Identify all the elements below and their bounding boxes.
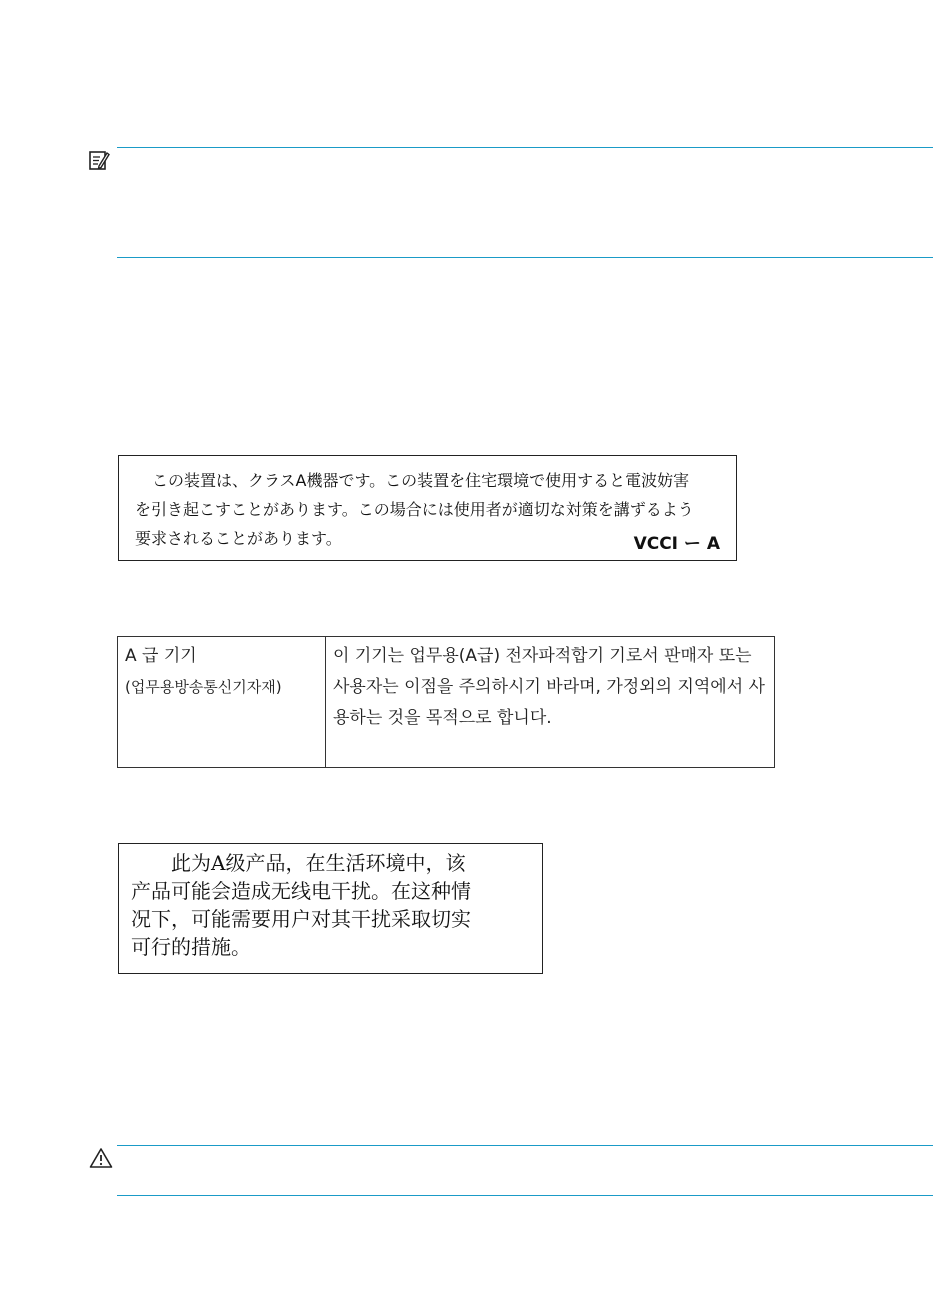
jp-notice-line-3: 要求されることがあります。 [135,529,342,548]
korea-class-a-notice [117,636,775,768]
note-pencil-icon [88,149,110,171]
korea-class-sub: (업무용방송통신기자재) [125,678,282,696]
korea-notice-cell [326,637,775,768]
vcci-japan-notice [118,455,737,561]
note-top-rule [117,147,933,148]
vcci-class-mark: VCCI ー A [633,534,720,554]
jp-notice-line-1: この装置は、クラスA機器です。この装置を住宅環境で使用すると電波妨害 [152,471,690,490]
china-notice-text: 此为A级产品，在生活环境中，该 产品可能会造成无线电干扰。在这种情 况下，可能需要用户对其干扰采取切实 可行的措施。 [131,851,471,959]
korea-class-cell [118,637,326,768]
jp-notice-line-2: を引き起こすことがあります。この場合には使用者が適切な対策を講ずるよう [135,500,694,519]
korea-notice-text: 이 기기는 업무용(A급) 전자파적합기 기로서 판매자 또는 사용자는 이점을 주의하시기 바라며, 가정외의 지역에서 사용하는 것을 목적으로 합니다. [333,646,765,728]
korea-class-label: A 급 기기 [125,646,197,666]
note-bottom-rule [117,257,933,258]
caution-top-rule [117,1145,933,1146]
caution-bottom-rule [117,1195,933,1196]
china-class-a-notice [118,843,543,974]
warning-triangle-icon [89,1147,113,1169]
